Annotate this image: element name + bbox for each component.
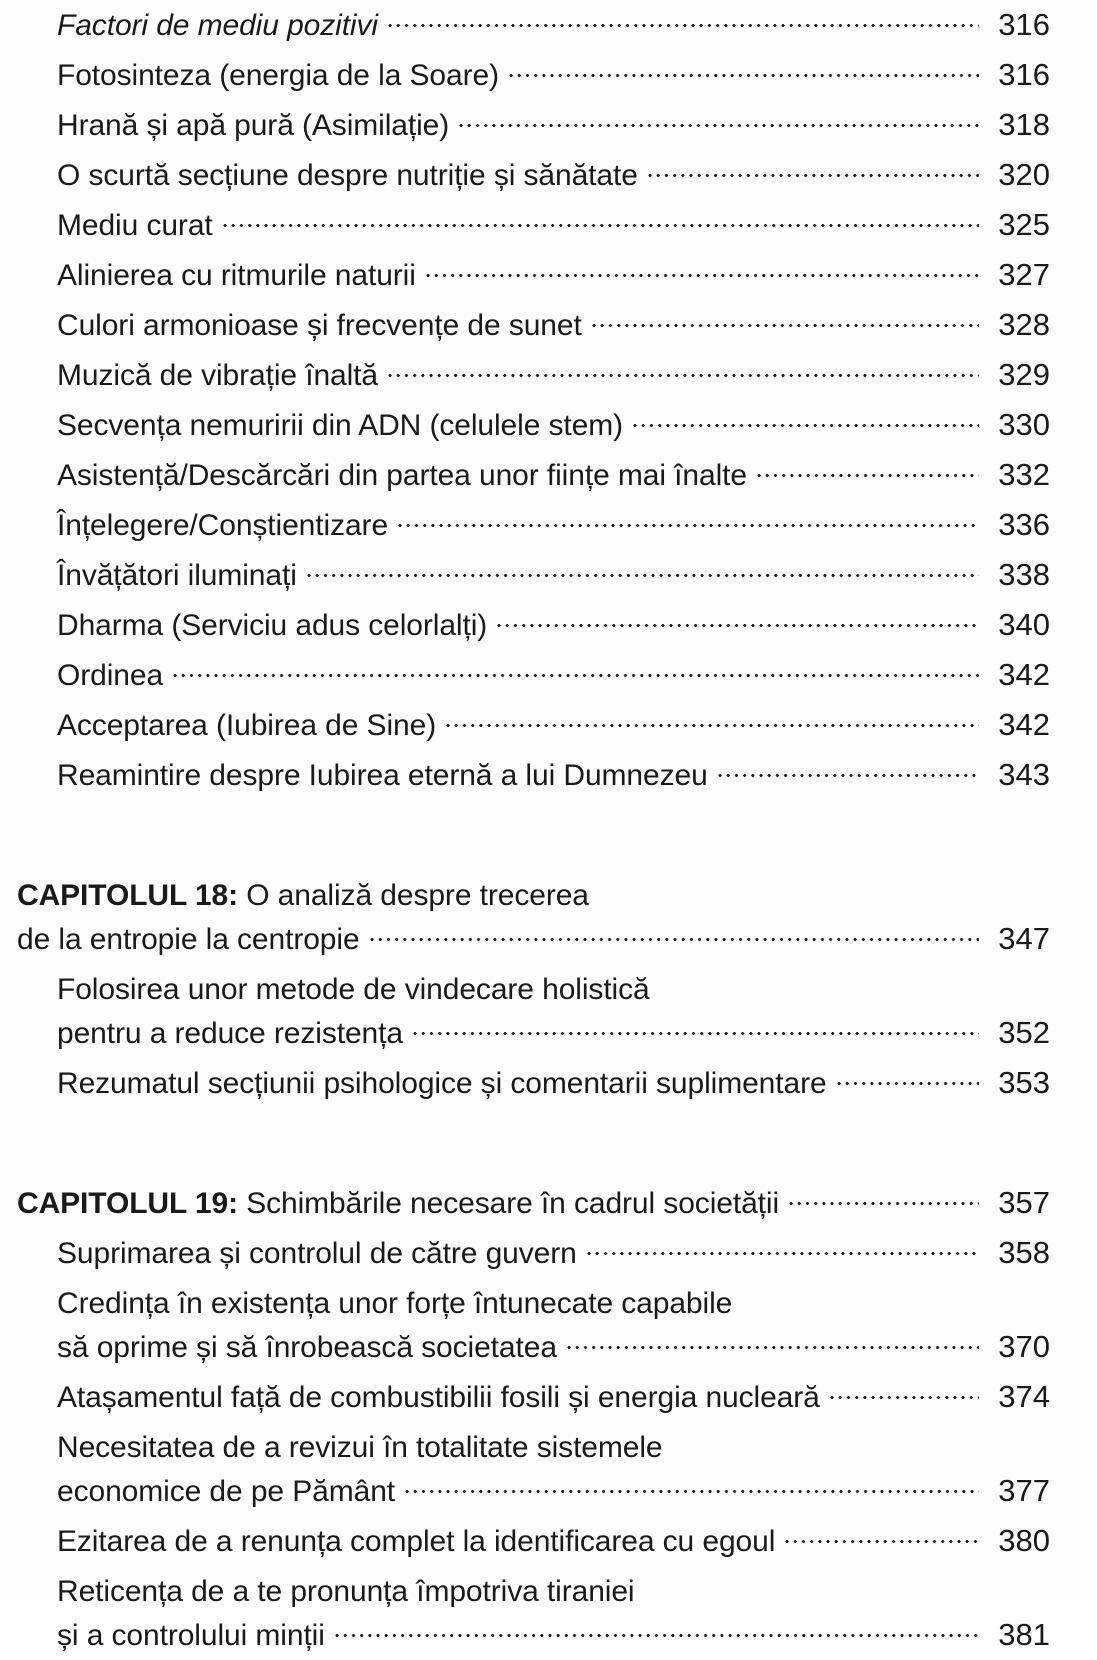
toc-entry-title: Reticența de a te pronunța împotriva tiraniei bbox=[57, 1575, 635, 1608]
dot-leader bbox=[305, 555, 979, 585]
dot-leader bbox=[424, 255, 979, 285]
toc-page-number: 358 bbox=[998, 1235, 1050, 1270]
toc-entry-title: Înțelegere/Conștientizare bbox=[57, 509, 389, 542]
toc-entry-title: Ordinea bbox=[57, 659, 164, 692]
toc-page-number: 342 bbox=[998, 707, 1050, 742]
dot-leader bbox=[171, 655, 979, 685]
dot-leader bbox=[585, 1233, 979, 1263]
dot-leader bbox=[507, 55, 979, 85]
toc-sub-entry[interactable] bbox=[17, 1058, 1050, 1108]
dot-leader bbox=[333, 1615, 979, 1645]
dot-leader bbox=[386, 5, 979, 35]
toc-sub-entry[interactable] bbox=[17, 1610, 1050, 1660]
toc-entry-title: Ezitarea de a renunța complet la identificarea cu egoul bbox=[57, 1525, 776, 1558]
dot-leader bbox=[658, 969, 979, 999]
toc-page-number: 336 bbox=[998, 507, 1050, 542]
toc-page-number: 347 bbox=[998, 921, 1050, 956]
toc-page-number: 316 bbox=[998, 57, 1050, 92]
dot-leader bbox=[565, 1327, 979, 1357]
toc-entry-title: Fotosinteza (energia de la Soare) bbox=[57, 59, 499, 92]
dot-leader bbox=[495, 605, 979, 635]
toc-entry-title: economice de pe Pământ bbox=[57, 1475, 396, 1508]
toc-sub-entry[interactable] bbox=[17, 1422, 1050, 1472]
toc-entry-title bbox=[17, 871, 589, 920]
toc-sub-entry[interactable] bbox=[17, 1566, 1050, 1616]
toc-sub-entry[interactable] bbox=[17, 1278, 1050, 1328]
toc-sub-entry[interactable] bbox=[17, 0, 1050, 50]
toc-sub-entry[interactable] bbox=[17, 500, 1050, 550]
toc-page-number: 353 bbox=[998, 1065, 1050, 1100]
dot-leader bbox=[411, 1013, 979, 1043]
dot-leader bbox=[787, 1183, 979, 1213]
toc-entry-title: Culori armonioase și frecvențe de sunet bbox=[57, 309, 582, 342]
chapter-label: CAPITOLUL 19: bbox=[17, 1187, 238, 1220]
toc-page-number: 332 bbox=[998, 457, 1050, 492]
toc-sub-entry[interactable] bbox=[17, 1516, 1050, 1566]
toc-sub-entry[interactable] bbox=[17, 1322, 1050, 1372]
toc-page-number: 338 bbox=[998, 557, 1050, 592]
toc-page-number: 320 bbox=[998, 157, 1050, 192]
toc-sub-entry[interactable] bbox=[17, 964, 1050, 1014]
dot-leader bbox=[643, 1571, 980, 1601]
toc-page-number: 357 bbox=[998, 1185, 1050, 1220]
dot-leader bbox=[828, 1377, 979, 1407]
dot-leader bbox=[835, 1063, 979, 1093]
toc-entry-title: Rezumatul secțiunii psihologice și comentarii suplimentare bbox=[57, 1067, 827, 1100]
toc-entry-title: Învățători iluminați bbox=[57, 559, 297, 592]
toc-sub-entry[interactable] bbox=[17, 750, 1050, 800]
toc-page-number: 342 bbox=[998, 657, 1050, 692]
toc-page-number: 340 bbox=[998, 607, 1050, 642]
dot-leader bbox=[368, 919, 979, 949]
toc-entry-title: Hrană și apă pură (Asimilație) bbox=[57, 109, 450, 142]
dot-leader bbox=[457, 105, 979, 135]
toc-page-number: 330 bbox=[998, 407, 1050, 442]
section-break bbox=[0, 1108, 1097, 1178]
toc-sub-entry[interactable] bbox=[17, 450, 1050, 500]
toc-entry-title: Muzică de vibrație înaltă bbox=[57, 359, 378, 392]
toc-sub-entry[interactable] bbox=[17, 700, 1050, 750]
dot-leader bbox=[386, 355, 979, 385]
toc-entry-title: Reamintire despre Iubirea eternă a lui Dumnezeu bbox=[57, 759, 708, 792]
toc-sub-entry[interactable] bbox=[17, 150, 1050, 200]
toc-sub-entry[interactable] bbox=[17, 300, 1050, 350]
toc-entry-title: să oprime și să înrobească societatea bbox=[57, 1331, 557, 1364]
toc-page-number: 377 bbox=[998, 1473, 1050, 1508]
dot-leader bbox=[590, 305, 979, 335]
toc-entry-title: Factori de mediu pozitivi bbox=[57, 9, 378, 42]
toc-entry-title: Mediu curat bbox=[57, 209, 213, 242]
toc-page-number: 343 bbox=[998, 757, 1050, 792]
dot-leader bbox=[783, 1521, 979, 1551]
toc-entry-title: Suprimarea și controlul de către guvern bbox=[57, 1237, 577, 1270]
toc-entry-title: Credința în existența unor forțe întunecate capabile bbox=[57, 1287, 733, 1320]
toc-sub-entry[interactable] bbox=[17, 600, 1050, 650]
toc-entry-title: de la entropie la centropie bbox=[17, 923, 360, 956]
toc-entry-title: Asistență/Descărcări din partea unor ființe mai înalte bbox=[57, 459, 747, 492]
toc-chapter-entry[interactable] bbox=[17, 1178, 1050, 1228]
toc-sub-entry[interactable] bbox=[17, 1228, 1050, 1278]
toc-page-number: 316 bbox=[998, 7, 1050, 42]
toc-page-number: 370 bbox=[998, 1329, 1050, 1364]
section-break bbox=[0, 800, 1097, 870]
toc-chapter-entry[interactable] bbox=[17, 914, 1050, 964]
dot-leader bbox=[671, 1427, 979, 1457]
toc-entry-title: Atașamentul față de combustibilii fosili și energia nucleară bbox=[57, 1381, 820, 1414]
toc-page-number: 374 bbox=[998, 1379, 1050, 1414]
dot-leader bbox=[631, 405, 979, 435]
chapter-title-text: O analiză despre trecerea bbox=[237, 879, 589, 912]
dot-leader bbox=[597, 875, 979, 905]
toc-entry-title: Alinierea cu ritmurile naturii bbox=[57, 259, 416, 292]
toc-entry-title: O scurtă secțiune despre nutriție și sănătate bbox=[57, 159, 638, 192]
toc-entry-title: Dharma (Serviciu adus celorlalți) bbox=[57, 609, 488, 642]
toc-sub-entry[interactable] bbox=[17, 250, 1050, 300]
toc-sub-entry[interactable] bbox=[17, 50, 1050, 100]
toc-page-number: 352 bbox=[998, 1015, 1050, 1050]
toc-page-number: 329 bbox=[998, 357, 1050, 392]
toc-chapter-entry[interactable] bbox=[17, 870, 1050, 920]
toc-page-number: 328 bbox=[998, 307, 1050, 342]
dot-leader bbox=[646, 155, 979, 185]
dot-leader bbox=[444, 705, 979, 735]
toc-page-number: 327 bbox=[998, 257, 1050, 292]
toc-entry-title: Folosirea unor metode de vindecare holistică bbox=[57, 973, 650, 1006]
toc-sub-entry[interactable] bbox=[17, 1008, 1050, 1058]
toc-sub-entry[interactable] bbox=[17, 650, 1050, 700]
toc-sub-entry[interactable] bbox=[17, 100, 1050, 150]
toc-sub-entry[interactable] bbox=[17, 1372, 1050, 1422]
toc-entry-title: pentru a reduce rezistența bbox=[57, 1017, 403, 1050]
toc-page-number: 318 bbox=[998, 107, 1050, 142]
toc-sub-entry[interactable] bbox=[17, 400, 1050, 450]
dot-leader bbox=[740, 1283, 979, 1313]
toc-page-number: 325 bbox=[998, 207, 1050, 242]
dot-leader bbox=[396, 505, 979, 535]
dot-leader bbox=[716, 755, 979, 785]
toc-sub-entry[interactable] bbox=[17, 550, 1050, 600]
dot-leader bbox=[755, 455, 979, 485]
toc-sub-entry[interactable] bbox=[17, 200, 1050, 250]
toc-page-number: 380 bbox=[998, 1523, 1050, 1558]
toc-page-number: 381 bbox=[998, 1617, 1050, 1652]
toc-entry-title: Secvența nemuririi din ADN (celulele stem) bbox=[57, 409, 624, 442]
toc-sub-entry[interactable] bbox=[17, 350, 1050, 400]
toc-entry-title: și a controlului minții bbox=[57, 1619, 325, 1652]
toc-entry-title: Acceptarea (Iubirea de Sine) bbox=[57, 709, 437, 742]
toc-entry-title bbox=[17, 1179, 779, 1228]
dot-leader bbox=[403, 1471, 979, 1501]
toc-entry-title: Necesitatea de a revizui în totalitate sistemele bbox=[57, 1431, 663, 1464]
chapter-title-text: Schimbările necesare în cadrul societății bbox=[237, 1187, 780, 1220]
chapter-label: CAPITOLUL 18: bbox=[17, 879, 238, 912]
dot-leader bbox=[221, 205, 979, 235]
toc-sub-entry[interactable] bbox=[17, 1466, 1050, 1516]
